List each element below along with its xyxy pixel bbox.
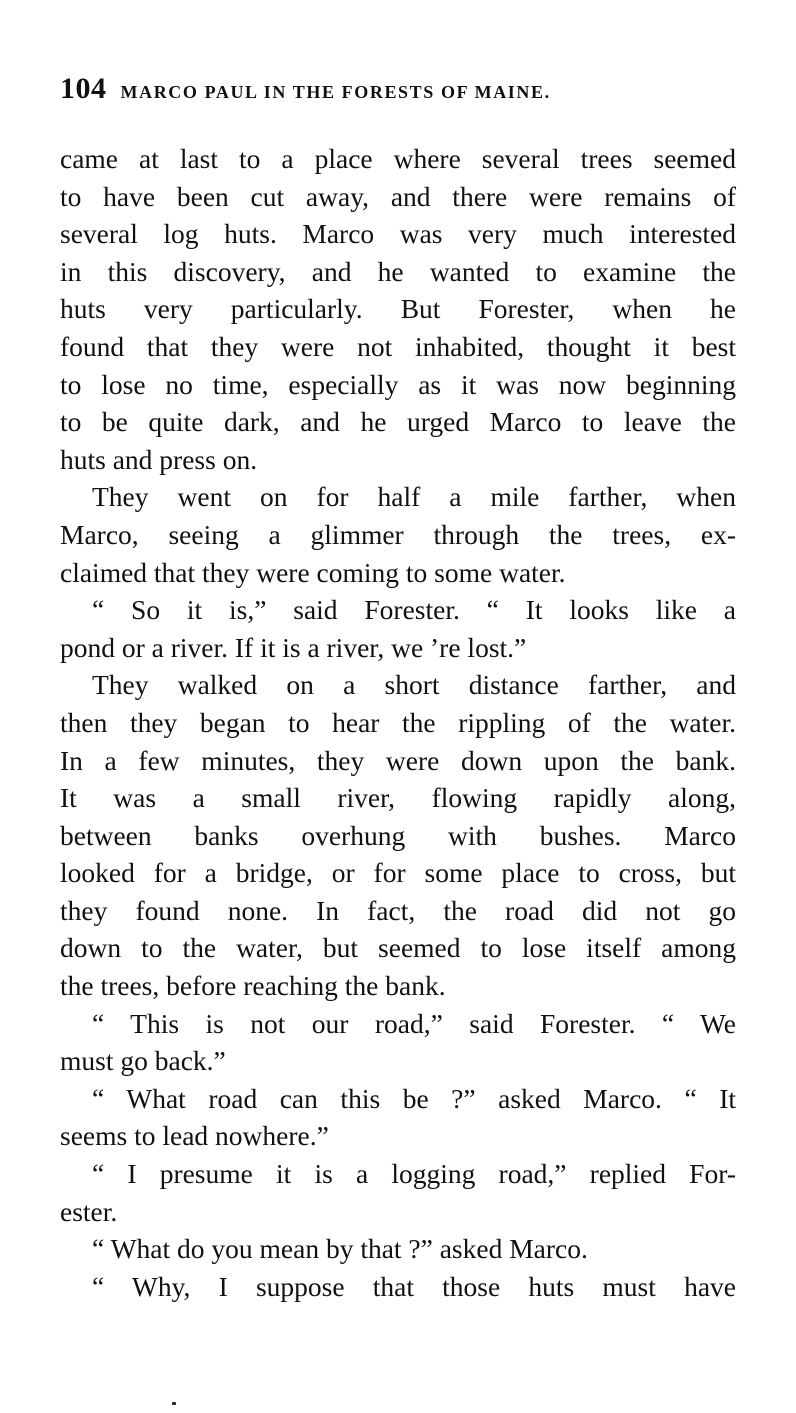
text-line: ester. xyxy=(60,1195,118,1227)
text-line: claimed that they were coming to some water. xyxy=(60,556,566,588)
running-title: MARCO PAUL IN THE FORESTS OF MAINE. xyxy=(120,82,551,102)
page-header xyxy=(60,72,740,112)
text-line: to have been cut away, and there were remains of xyxy=(60,180,736,212)
page-number: 104 xyxy=(60,72,107,105)
text-line: found that they were not inhabited, thought it best xyxy=(60,330,736,362)
text-line: in this discovery, and he wanted to examine the xyxy=(60,255,736,287)
text-line: they found none. In fact, the road did not go xyxy=(60,894,736,926)
text-line: In a few minutes, they were down upon the bank. xyxy=(60,744,736,776)
ink-speck xyxy=(172,1402,176,1405)
text-line: “ This is not our road,” said Forester. “ We xyxy=(92,1007,736,1039)
text-line: “ What do you mean by that ?” asked Marco. xyxy=(92,1233,588,1265)
text-line: down to the water, but seemed to lose itself among xyxy=(60,932,736,964)
text-line: They went on for half a mile farther, when xyxy=(92,481,736,513)
text-line: between banks overhung with bushes. Marco xyxy=(60,819,736,851)
text-line: pond or a river. If it is a river, we ’re lost.” xyxy=(60,631,527,663)
text-line: huts very particularly. But Forester, when he xyxy=(60,293,736,325)
text-line: must go back.” xyxy=(60,1045,226,1077)
text-line: seems to lead nowhere.” xyxy=(60,1120,329,1152)
text-line: “ I presume it is a logging road,” replied For- xyxy=(92,1158,736,1190)
text-line: to be quite dark, and he urged Marco to leave the xyxy=(60,406,736,438)
text-line: to lose no time, especially as it was now beginning xyxy=(60,368,736,400)
text-line: looked for a bridge, or for some place to cross, but xyxy=(60,857,736,889)
text-line: “ Why, I suppose that those huts must have xyxy=(92,1270,736,1302)
text-line: “ What road can this be ?” asked Marco. “ It xyxy=(92,1082,736,1114)
text-line: Marco, seeing a glimmer through the trees, ex- xyxy=(60,518,736,550)
text-line: several log huts. Marco was very much interested xyxy=(60,218,736,250)
text-line: “ So it is,” said Forester. “ It looks like a xyxy=(92,594,736,626)
text-line: the trees, before reaching the bank. xyxy=(60,970,446,1002)
text-line: then they began to hear the rippling of the water. xyxy=(60,706,736,738)
text-line: came at last to a place where several trees seemed xyxy=(60,143,736,174)
text-line: huts and press on. xyxy=(60,443,258,475)
body-text xyxy=(60,140,736,1305)
text-line: They walked on a short distance farther, and xyxy=(92,669,736,701)
text-line: It was a small river, flowing rapidly along, xyxy=(60,782,736,814)
